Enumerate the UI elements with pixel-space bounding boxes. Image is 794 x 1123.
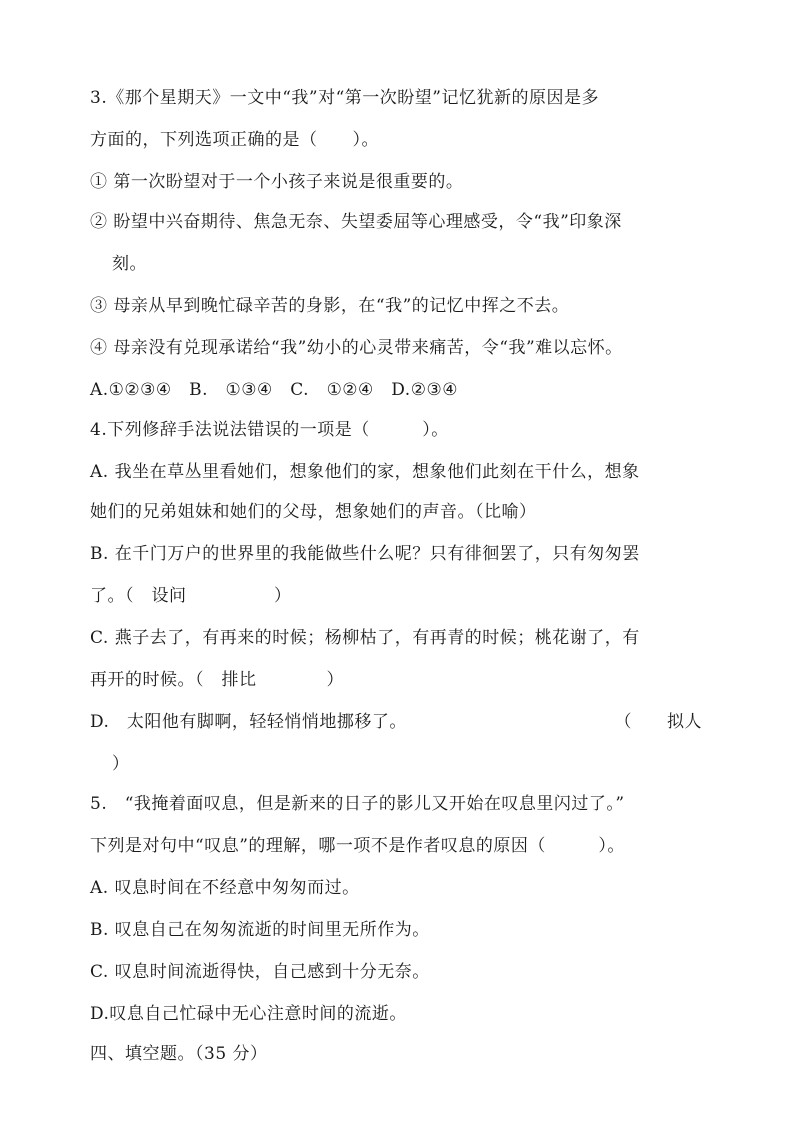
q4-option-c-line1: C. 燕子去了，有再来的时候；杨柳枯了，有再青的时候；桃花谢了，有 xyxy=(90,628,640,648)
q4-option-d-close: ） xyxy=(112,754,130,774)
q3-option-1: ① 第一次盼望对于一个小孩子来说是很重要的。 xyxy=(90,172,464,192)
q4-option-b-line1: B. 在千门万户的世界里的我能做些什么呢？只有徘徊罢了，只有匆匆罢 xyxy=(90,544,640,564)
q5-option-a: A. 叹息时间在不经意中匆匆而过。 xyxy=(90,878,360,898)
q4-option-d-answer: （ 拟人 xyxy=(614,712,702,732)
q4-option-a-line1: A. 我坐在草丛里看她们，想象他们的家，想象他们此刻在干什么，想象 xyxy=(90,462,640,482)
q4-option-d-text: D. 太阳他有脚啊，轻轻悄悄地挪移了。 xyxy=(90,712,407,732)
q5-option-c: C. 叹息时间流逝得快，自己感到十分无奈。 xyxy=(90,962,430,982)
q4-option-a-line2: 她们的兄弟姐妹和她们的父母，想象她们的声音。（比喻） xyxy=(90,502,537,522)
q5-stem-line2: 下列是对句中“叹息”的理解，哪一项不是作者叹息的原因（ ）。 xyxy=(90,836,625,856)
q3-option-2-line2: 刻。 xyxy=(112,254,147,274)
q3-option-4: ④ 母亲没有兑现承诺给“我”幼小的心灵带来痛苦，令“我”难以忘怀。 xyxy=(90,338,623,358)
q3-stem-line1: 3.《那个星期天》一文中“我”对“第一次盼望”记忆犹新的原因是多 xyxy=(90,88,599,108)
q3-option-3: ③ 母亲从早到晚忙碌辛苦的身影，在“我”的记忆中挥之不去。 xyxy=(90,296,570,316)
q5-option-d: D.叹息自己忙碌中无心注意时间的流逝。 xyxy=(90,1004,407,1024)
q5-stem-line1: 5. “我掩着面叹息，但是新来的日子的影儿又开始在叹息里闪过了。” xyxy=(90,794,625,814)
section-4-heading: 四、填空题。（35 分） xyxy=(90,1044,268,1064)
q4-option-b-line2: 了。（ 设问 ） xyxy=(90,586,292,606)
q4-option-d-line1 xyxy=(90,710,702,734)
q3-choices: A.①②③④ B. ①③④ C. ①②④ D.②③④ xyxy=(90,380,458,400)
q4-option-c-line2: 再开的时候。（ 排比 ） xyxy=(90,670,344,690)
q3-option-2-line1: ② 盼望中兴奋期待、焦急无奈、失望委屈等心理感受，令“我”印象深 xyxy=(90,212,622,232)
q3-stem-line2: 方面的，下列选项正确的是（ ）。 xyxy=(90,130,379,150)
q4-stem: 4.下列修辞手法说法错误的一项是（ ）。 xyxy=(90,420,449,440)
q5-option-b: B. 叹息自己在匆匆流逝的时间里无所作为。 xyxy=(90,920,430,940)
